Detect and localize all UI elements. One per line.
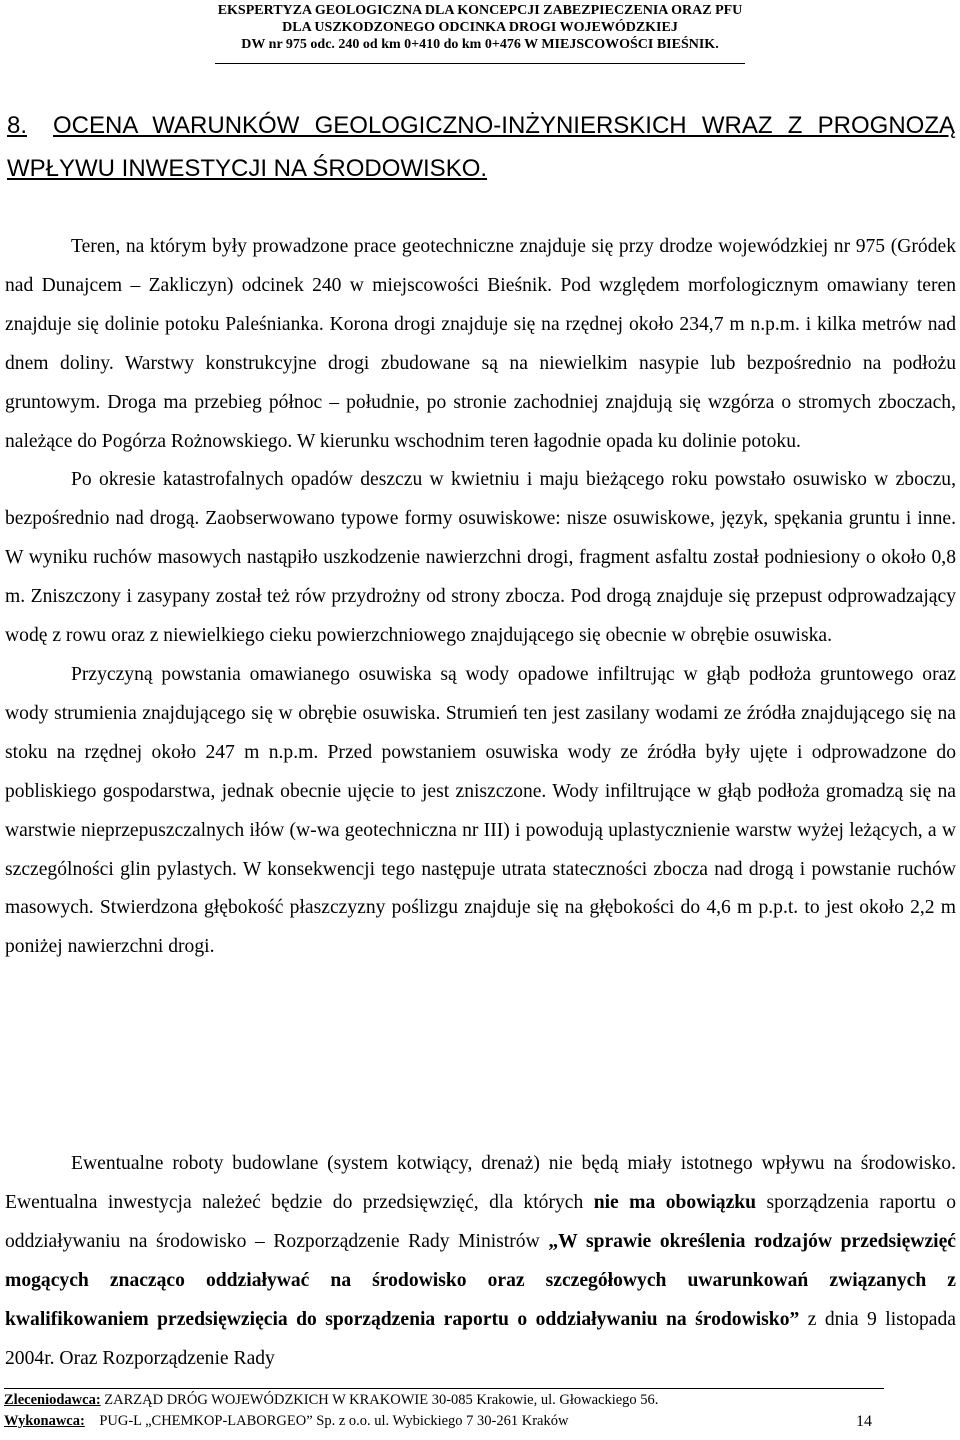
- client-label: Zleceniodawca:: [4, 1392, 101, 1408]
- header-divider: [215, 63, 745, 64]
- page-number: 14: [856, 1413, 872, 1430]
- section-title: OCENA WARUNKÓW GEOLOGICZNO-INŻYNIERSKICH WRAZ Z PROGNOZĄ WPŁYWU INWESTYCJI NA ŚRODOWISKO.: [7, 112, 955, 182]
- header-line-1: EKSPERTYZA GEOLOGICZNA DLA KONCEPCJI ZABEZPIECZENIA ORAZ PFU: [217, 3, 743, 18]
- paragraph-4-part-1: Ewentualne roboty budowlane (system kotwiący, drenaż) nie będą miały istotnego wpływu na środowisko. Ewentualna inwestycja należeć będzie do przedsięwzięć, dla których: [5, 1153, 956, 1213]
- paragraph-4-part-2: sporządzenia raportu o oddziaływaniu na środowisko – Rozporządzenie Rady Ministrów: [5, 1191, 956, 1252]
- footer-client-row: [4, 1390, 954, 1411]
- header-line-3: DW nr 975 odc. 240 od km 0+410 do km 0+476 W MIEJSCOWOŚCI BIEŚNIK.: [241, 37, 719, 52]
- section-heading: [7, 104, 955, 190]
- footer-divider: [4, 1388, 884, 1389]
- paragraph-1: Teren, na którym były prowadzone prace geotechniczne znajduje się przy drodze wojewódzkiej nr 975 (Gródek nad Dunajcem – Zakliczyn) odcinek 240 w miejscowości Bieśnik. Pod względem morfologicznym omawiany teren znajduje się dolinie potoku Paleśnianka. Korona drogi znajduje się na rzędnej około 234,7 m n.p.m. i kilka metrów nad dnem doliny. Warstwy konstrukcyjne drogi zbudowane są na niewielkim nasypie lub bezpośrednio na podłożu gruntowym. Droga ma przebieg północ – południe, po stronie zachodniej znajdują się wzgórza o stromych zboczach, należące do Pogórza Rożnowskiego. W kierunku wschodnim teren łagodnie opada ku dolinie potoku.: [5, 236, 956, 452]
- footer-contractor-row: [4, 1411, 954, 1432]
- paragraph-3: Przyczyną powstania omawianego osuwiska są wody opadowe infiltrując w głąb podłoża gruntowego oraz wody strumienia znajdującego się w obrębie osuwiska. Strumień ten jest zasilany wodami ze źródła znajdującego się na stoku na rzędnej około 247 m n.p.m. Przed powstaniem osuwiska wody ze źródła były ujęte i odprowadzone do pobliskiego gospodarstwa, jednak obecnie ujęcie to jest zniszczone. Wody infiltrujące w głąb podłoża gromadzą się na warstwie nieprzepuszczalnych iłów (w-wa geotechniczna nr III) i powodują uplastycznienie warstw wyżej leżących, a w szczególności glin pylastych. W konsekwencji tego następuje utrata stateczności zbocza nad drogą i powstanie ruchów masowych. Stwierdzona głębokość płaszczyzny poślizgu znajduje się na głębokości do 4,6 m p.p.t. to jest około 2,2 m poniżej nawierzchni drogi.: [5, 663, 956, 958]
- final-paragraph-block: [5, 1145, 956, 1378]
- paragraph-4-part-3: z dnia 9 listopada 2004r. Oraz Rozporządzenie Rady: [5, 1308, 956, 1369]
- contractor-label: Wykonawca:: [4, 1413, 85, 1429]
- contractor-value: PUG-L „CHEMKOP-LABORGEO” Sp. z o.o. ul. Wybickiego 7 30-261 Kraków: [99, 1413, 569, 1429]
- paragraph-2: Po okresie katastrofalnych opadów deszczu w kwietniu i maju bieżącego roku powstało osuwisko w zboczu, bezpośrednio nad drogą. Zaobserwowano typowe formy osuwiskowe: nisze osuwiskowe, język, spękania gruntu i inne. W wyniku ruchów masowych nastąpiło uszkodzenie nawierzchni drogi, fragment asfaltu został podniesiony o około 0,8 m. Zniszczony i zasypany został też rów przydrożny od strony zbocza. Pod drogą znajduje się przepust odprowadzający wodę z rowu oraz z niewielkiego cieku powierzchniowego znajdującego się obecnie w obrębie osuwiska.: [5, 469, 956, 647]
- body-paragraphs: [5, 228, 956, 967]
- paragraph-4: [5, 1145, 956, 1378]
- document-footer: [4, 1390, 954, 1432]
- client-value: ZARZĄD DRÓG WOJEWÓDZKICH W KRAKOWIE 30-085 Krakowie, ul. Głowackiego 56.: [104, 1392, 659, 1408]
- document-header: [0, 2, 960, 53]
- section-number: 8.: [7, 112, 28, 139]
- header-line-2: DLA USZKODZONEGO ODCINKA DROGI WOJEWÓDZKIEJ: [282, 20, 678, 35]
- paragraph-4-bold-1: nie ma obowiązku: [593, 1191, 757, 1213]
- paragraph-4-bold-2: „W sprawie określenia rodzajów przedsięwzięć mogących znacząco oddziaływać na środowisko oraz szczegółowych uwarunkowań związanych z kwalifikowaniem przedsięwzięcia do sporządzenia raportu o oddziaływaniu na środowisko”: [5, 1230, 956, 1330]
